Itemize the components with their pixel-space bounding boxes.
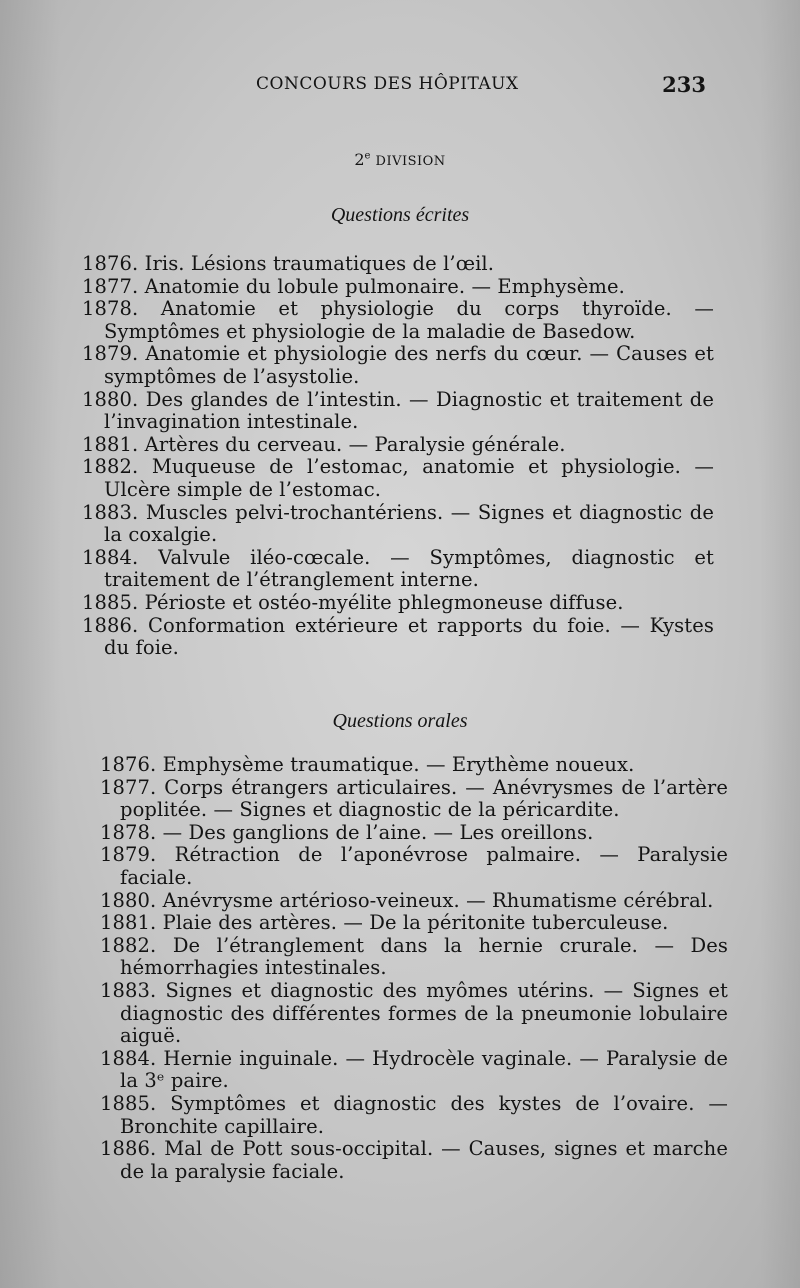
division-label: DIVISION <box>375 154 446 169</box>
question-text: Anatomie et physiologie des nerfs du cœur. — Causes et symptômes de l’asystolie. <box>104 342 714 388</box>
list-item <box>0 343 800 388</box>
list-item <box>0 298 800 343</box>
list-item <box>0 890 800 913</box>
division-superscript: e <box>364 150 371 162</box>
question-year: 1886. <box>100 1137 157 1161</box>
question-year: 1884. <box>82 545 139 569</box>
division-number: 2 <box>354 150 365 169</box>
oral-questions-list <box>0 754 800 1183</box>
list-item <box>0 1048 800 1093</box>
question-text: Signes et diagnostic des myômes utérins. — Signes et diagnostic des différentes formes de la pneumonie lobulaire aiguë. <box>120 978 728 1048</box>
question-text: Anatomie et physiologie du corps thyroïde. — Symptômes et physiologie de la maladie de Basedow. <box>104 297 714 343</box>
question-text: Plaie des artères. — De la péritonite tuberculeuse. <box>162 911 669 935</box>
question-text: Mal de Pott sous-occipital. — Causes, signes et marche de la paralysie faciale. <box>120 1137 728 1183</box>
list-item <box>0 592 800 615</box>
question-text: Muqueuse de l’estomac, anatomie et physiologie. — Ulcère simple de l’estomac. <box>104 455 714 501</box>
question-year: 1882. <box>82 455 139 479</box>
list-item <box>0 980 800 1048</box>
question-year: 1881. <box>100 911 157 935</box>
question-text: Rétraction de l’aponévrose palmaire. — Paralysie faciale. <box>120 843 728 889</box>
list-item <box>0 253 800 276</box>
list-item <box>0 822 800 845</box>
written-questions-list <box>0 253 800 660</box>
question-text: Iris. Lésions traumatiques de l’œil. <box>144 252 495 275</box>
question-text: Anévrysme artérioso-veineux. — Rhumatisme cérébral. <box>162 888 714 912</box>
question-year: 1876. <box>100 753 157 776</box>
question-year: 1878. <box>100 820 157 844</box>
question-year: 1878. <box>82 297 139 321</box>
question-year: 1877. <box>82 274 139 298</box>
question-text: Symptômes et diagnostic des kystes de l’ovaire. — Bronchite capillaire. <box>120 1091 728 1138</box>
question-year: 1876. <box>82 252 139 275</box>
list-item <box>0 1093 800 1138</box>
list-item <box>0 935 800 980</box>
division-heading <box>0 150 800 169</box>
list-item <box>0 615 800 660</box>
list-item <box>0 389 800 434</box>
oral-questions-title: Questions orales <box>332 710 468 732</box>
list-item <box>0 844 800 889</box>
question-text: Artères du cerveau. — Paralysie générale. <box>144 432 566 456</box>
question-year: 1883. <box>82 500 139 524</box>
list-item <box>0 502 800 547</box>
running-title: CONCOURS DES HÔPITAUX <box>256 74 519 94</box>
question-text: Valvule iléo-cœcale. — Symptômes, diagnostic et traitement de l’étranglement interne. <box>104 545 714 592</box>
question-text: Hernie inguinale. — Hydrocèle vaginale. — Paralysie de la 3ᵉ paire. <box>120 1046 728 1093</box>
question-year: 1877. <box>100 775 157 799</box>
list-item <box>0 276 800 299</box>
question-year: 1879. <box>100 843 157 867</box>
question-year: 1886. <box>82 613 139 637</box>
list-item <box>0 547 800 592</box>
question-year: 1884. <box>100 1046 157 1070</box>
question-year: 1885. <box>100 1091 157 1115</box>
question-year: 1881. <box>82 432 139 456</box>
question-text: Emphysème traumatique. — Erythème noueux. <box>162 753 635 776</box>
question-year: 1880. <box>82 387 139 411</box>
list-item <box>0 456 800 501</box>
question-text: Corps étrangers articulaires. — Anévrysmes de l’artère poplitée. — Signes et diagnostic de la péricardite. <box>120 775 728 822</box>
list-item <box>0 912 800 935</box>
question-text: Des glandes de l’intestin. — Diagnostic et traitement de l’invagination intestinale. <box>104 387 714 434</box>
question-text: De l’étranglement dans la hernie crurale. — Des hémorrhagies intestinales. <box>120 933 728 980</box>
question-year: 1880. <box>100 888 157 912</box>
page-number: 233 <box>662 72 706 97</box>
question-year: 1885. <box>82 590 139 614</box>
question-year: 1883. <box>100 978 157 1002</box>
question-year: 1879. <box>82 342 139 366</box>
question-text: Anatomie du lobule pulmonaire. — Emphysème. <box>144 274 625 298</box>
question-text: Périoste et ostéo-myélite phlegmoneuse diffuse. <box>144 590 624 614</box>
list-item <box>0 1138 800 1183</box>
written-questions-title: Questions écrites <box>330 204 470 226</box>
list-item <box>0 777 800 822</box>
question-year: 1882. <box>100 933 157 957</box>
running-head <box>110 74 710 102</box>
list-item <box>0 434 800 457</box>
question-text: — Des ganglions de l’aine. — Les oreillons. <box>162 820 594 844</box>
question-text: Conformation extérieure et rapports du foie. — Kystes du foie. <box>104 613 714 660</box>
list-item <box>0 754 800 777</box>
question-text: Muscles pelvi-trochantériens. — Signes et diagnostic de la coxalgie. <box>104 500 714 547</box>
